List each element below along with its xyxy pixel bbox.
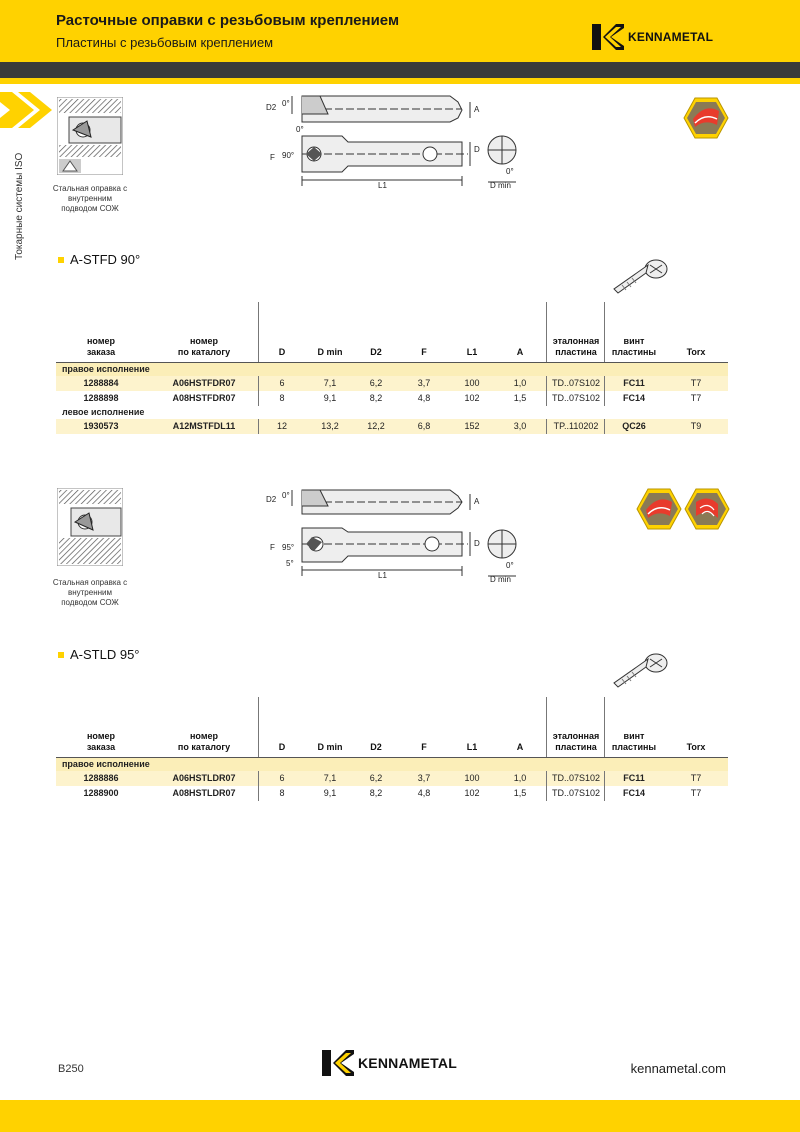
cell-a: 1,0 (513, 378, 527, 388)
page-subtitle: Пластины с резьбовым креплением (56, 35, 274, 50)
table-row (56, 376, 728, 391)
cell-order: 1288900 (83, 788, 119, 798)
brand-name: KENNAMETAL (628, 30, 714, 44)
cell-d: 12 (276, 421, 287, 431)
header-dmin: D min (317, 742, 343, 752)
cell-order: 1288884 (83, 378, 119, 388)
header-torx: Torx (686, 347, 706, 357)
drawing-label-zero-top: 0° (282, 491, 290, 500)
cell-dmin: 13,2 (321, 421, 339, 431)
cell-insert: TD..07S102 (551, 773, 601, 783)
insert-screw-icon-1 (612, 257, 668, 297)
tool-drawing-1 (262, 92, 524, 192)
thumb-caption-2: Стальная оправка с внутренним подводом СОЖ (52, 578, 128, 607)
cell-f: 4,8 (417, 393, 431, 403)
cell-d2: 12,2 (367, 421, 385, 431)
header-torx: Torx (686, 742, 706, 752)
cell-order: 1930573 (83, 421, 119, 431)
drawing-label-zero-mid: 0° (296, 125, 304, 134)
insert-type-icon-1 (683, 97, 729, 139)
drawing-label-angle: 95° (282, 543, 295, 552)
table-row (56, 419, 728, 434)
cell-torx: T7 (690, 378, 702, 388)
cell-f: 3,7 (417, 378, 431, 388)
kennametal-k-icon (322, 1050, 354, 1076)
drawing-label-d: D (474, 539, 480, 548)
cell-torx: T9 (690, 421, 702, 431)
header-screw: винт пластины (611, 336, 657, 357)
header-a: A (516, 742, 524, 752)
cell-dmin: 7,1 (323, 378, 337, 388)
cell-screw: FC14 (622, 393, 645, 403)
header-d2: D2 (370, 742, 382, 752)
cell-d2: 6,2 (369, 773, 383, 783)
cell-a: 1,5 (513, 393, 527, 403)
section-chevron-icon (0, 88, 56, 132)
drawing-label-zero-end: 0° (506, 561, 514, 570)
boring-bar-thumbnail-2 (57, 488, 123, 566)
cell-order: 1288886 (83, 773, 119, 783)
drawing-label-zero-end: 0° (506, 167, 514, 176)
group-label: правое исполнение (56, 758, 728, 771)
drawing-label-l1: L1 (378, 571, 387, 580)
cell-insert: TD..07S102 (551, 788, 601, 798)
drawing-label-angle2: 5° (286, 559, 294, 568)
cell-screw: FC14 (622, 788, 645, 798)
insert-screw-icon-2 (612, 651, 668, 691)
cell-screw: FC11 (623, 773, 645, 783)
drawing-label-zero-top: 0° (282, 99, 290, 108)
header-catalog: номер по каталогу (177, 731, 231, 752)
insert-type-icon-2 (636, 488, 682, 530)
header-d: D (278, 347, 286, 357)
header-dark-band (0, 62, 800, 78)
table-header-1 (56, 302, 728, 362)
footer-brand-logo (322, 1050, 457, 1076)
header-l1: L1 (466, 742, 478, 752)
cell-torx: T7 (690, 393, 702, 403)
boring-bar-thumbnail-1 (57, 97, 123, 175)
table-row (56, 786, 728, 801)
cell-a: 1,5 (513, 788, 527, 798)
footer-brand-name: KENNAMETAL (358, 1055, 457, 1071)
brand-logo (592, 24, 713, 50)
cell-insert: TD..07S102 (551, 378, 601, 388)
cell-insert: TD..07S102 (551, 393, 601, 403)
drawing-label-d2: D2 (266, 495, 277, 504)
header-bar (0, 0, 800, 62)
cell-catalog: A08HSTFDR07 (172, 393, 236, 403)
product-table-2 (56, 697, 728, 801)
cell-d: 6 (279, 773, 285, 783)
insert-type-icon-3 (684, 488, 730, 530)
cell-a: 1,0 (513, 773, 527, 783)
page-number: B250 (58, 1063, 84, 1075)
cell-l1: 102 (464, 393, 480, 403)
cell-torx: T7 (690, 773, 702, 783)
header-l1: L1 (466, 347, 478, 357)
section-bullet-icon (58, 652, 64, 658)
header-f: F (421, 347, 427, 357)
header-d: D (278, 742, 286, 752)
cell-dmin: 9,1 (323, 788, 337, 798)
cell-dmin: 7,1 (323, 773, 337, 783)
cell-l1: 152 (464, 421, 480, 431)
drawing-label-a: A (474, 497, 480, 506)
header-dmin: D min (317, 347, 343, 357)
header-f: F (421, 742, 427, 752)
cell-d: 6 (279, 378, 285, 388)
drawing-label-d: D (474, 145, 480, 154)
table-row (56, 771, 728, 786)
section-title-1: A-STFD 90° (58, 252, 140, 267)
header-order: номер заказа (86, 731, 116, 752)
header-catalog: номер по каталогу (177, 336, 231, 357)
cell-a: 3,0 (513, 421, 527, 431)
header-a: A (516, 347, 524, 357)
cell-dmin: 9,1 (323, 393, 337, 403)
product-table-1 (56, 302, 728, 434)
cell-screw: QC26 (622, 421, 646, 431)
cell-catalog: A06HSTFDR07 (172, 378, 236, 388)
cell-d2: 6,2 (369, 378, 383, 388)
thumb-caption-1: Стальная оправка с внутренним подводом СОЖ (52, 184, 128, 213)
header-d2: D2 (370, 347, 382, 357)
drawing-label-dmin: D min (490, 181, 511, 190)
drawing-label-a: A (474, 105, 480, 114)
drawing-label-f: F (270, 153, 275, 162)
website-link[interactable]: kennametal.com (630, 1061, 726, 1076)
side-category-label: Токарные системы ISO (14, 152, 25, 260)
drawing-label-d2: D2 (266, 103, 277, 112)
cell-screw: FC11 (623, 378, 645, 388)
header-screw: винт пластины (611, 731, 657, 752)
header-insert: эталонная пластина (552, 336, 600, 357)
header-yellow-strip (0, 78, 800, 84)
cell-f: 3,7 (417, 773, 431, 783)
section-bullet-icon (58, 257, 64, 263)
drawing-label-f: F (270, 543, 275, 552)
cell-d: 8 (279, 788, 285, 798)
tool-drawing-2 (262, 486, 524, 586)
drawing-label-l1: L1 (378, 181, 387, 190)
cell-f: 4,8 (417, 788, 431, 798)
cell-d: 8 (279, 393, 285, 403)
drawing-label-dmin: D min (490, 575, 511, 584)
kennametal-k-icon (592, 24, 624, 50)
group-label: левое исполнение (56, 406, 728, 419)
page-title: Расточные оправки с резьбовым креплением (56, 12, 400, 29)
cell-catalog: A12MSTFDL11 (172, 421, 236, 431)
header-order: номер заказа (86, 336, 116, 357)
section-title-2: A-STLD 95° (58, 647, 140, 662)
cell-l1: 100 (464, 773, 480, 783)
cell-d2: 8,2 (369, 788, 383, 798)
header-insert: эталонная пластина (552, 731, 600, 752)
group-label: правое исполнение (56, 363, 728, 376)
cell-l1: 100 (464, 378, 480, 388)
cell-catalog: A06HSTLDR07 (172, 773, 236, 783)
footer-yellow-band (0, 1100, 800, 1132)
cell-f: 6,8 (417, 421, 431, 431)
drawing-label-angle: 90° (282, 151, 295, 160)
cell-order: 1288898 (83, 393, 119, 403)
cell-l1: 102 (464, 788, 480, 798)
cell-d2: 8,2 (369, 393, 383, 403)
table-header-2 (56, 697, 728, 757)
table-row (56, 391, 728, 406)
cell-insert: TP..110202 (553, 421, 599, 431)
cell-catalog: A08HSTLDR07 (172, 788, 236, 798)
cell-torx: T7 (690, 788, 702, 798)
